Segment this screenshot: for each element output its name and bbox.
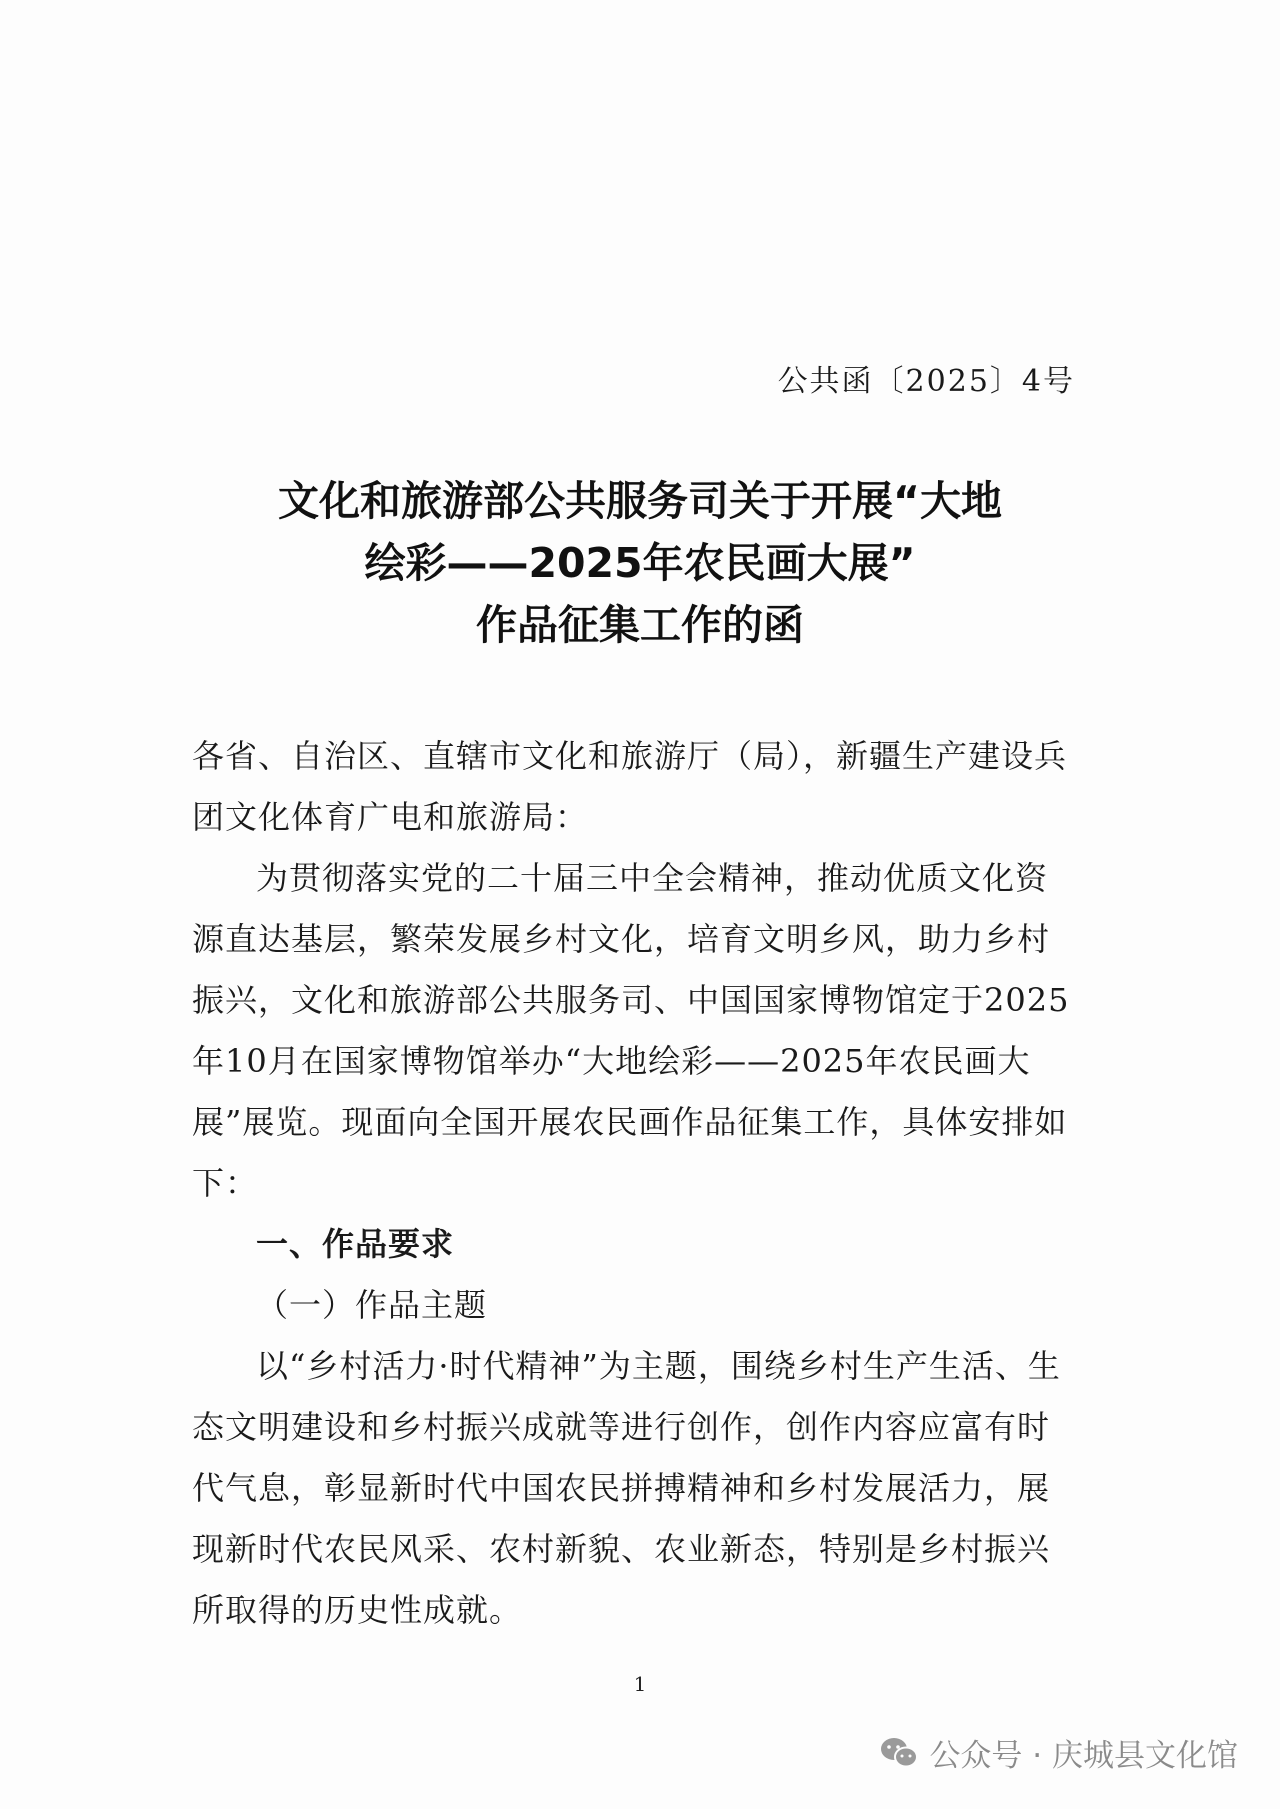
document-number: 公共函〔2025〕4号 — [777, 364, 1075, 399]
title-line-1: 文化和旅游部公共服务司关于开展“大地 — [278, 477, 1002, 525]
document-body — [192, 726, 1078, 1641]
page-number: 1 — [633, 1672, 647, 1696]
document-title — [150, 470, 1130, 656]
theme-paragraph: 以“乡村活力·时代精神”为主题，围绕乡村生产生活、生态文明建设和乡村振兴成就等进行创作，创作内容应富有时代气息，彰显新时代中国农民拼搏精神和乡村发展活力，展现新时代农民风采、农村新貌、农业新态，特别是乡村振兴所取得的历史性成就。 — [192, 1347, 1061, 1629]
watermark-text: 公众号 · 庆城县文化馆 — [929, 1738, 1238, 1774]
intro-paragraph: 为贯彻落实党的二十届三中全会精神，推动优质文化资源直达基层，繁荣发展乡村文化，培育文明乡风，助力乡村振兴，文化和旅游部公共服务司、中国国家博物馆定于2025年10月在国家博物馆举办“大地绘彩——2025年农民画大展”展览。现面向全国开展农民画作品征集工作，具体安排如下： — [192, 859, 1070, 1202]
title-line-2: 绘彩——2025年农民画大展” — [364, 539, 916, 587]
recipients-paragraph: 各省、自治区、直辖市文化和旅游厅（局），新疆生产建设兵团文化体育广电和旅游局： — [192, 737, 1068, 836]
wechat-icon — [879, 1736, 919, 1770]
subsection-heading: （一）作品主题 — [256, 1286, 488, 1324]
title-line-3: 作品征集工作的函 — [476, 601, 804, 649]
watermark — [879, 1730, 1238, 1775]
section-heading: 一、作品要求 — [256, 1225, 455, 1263]
